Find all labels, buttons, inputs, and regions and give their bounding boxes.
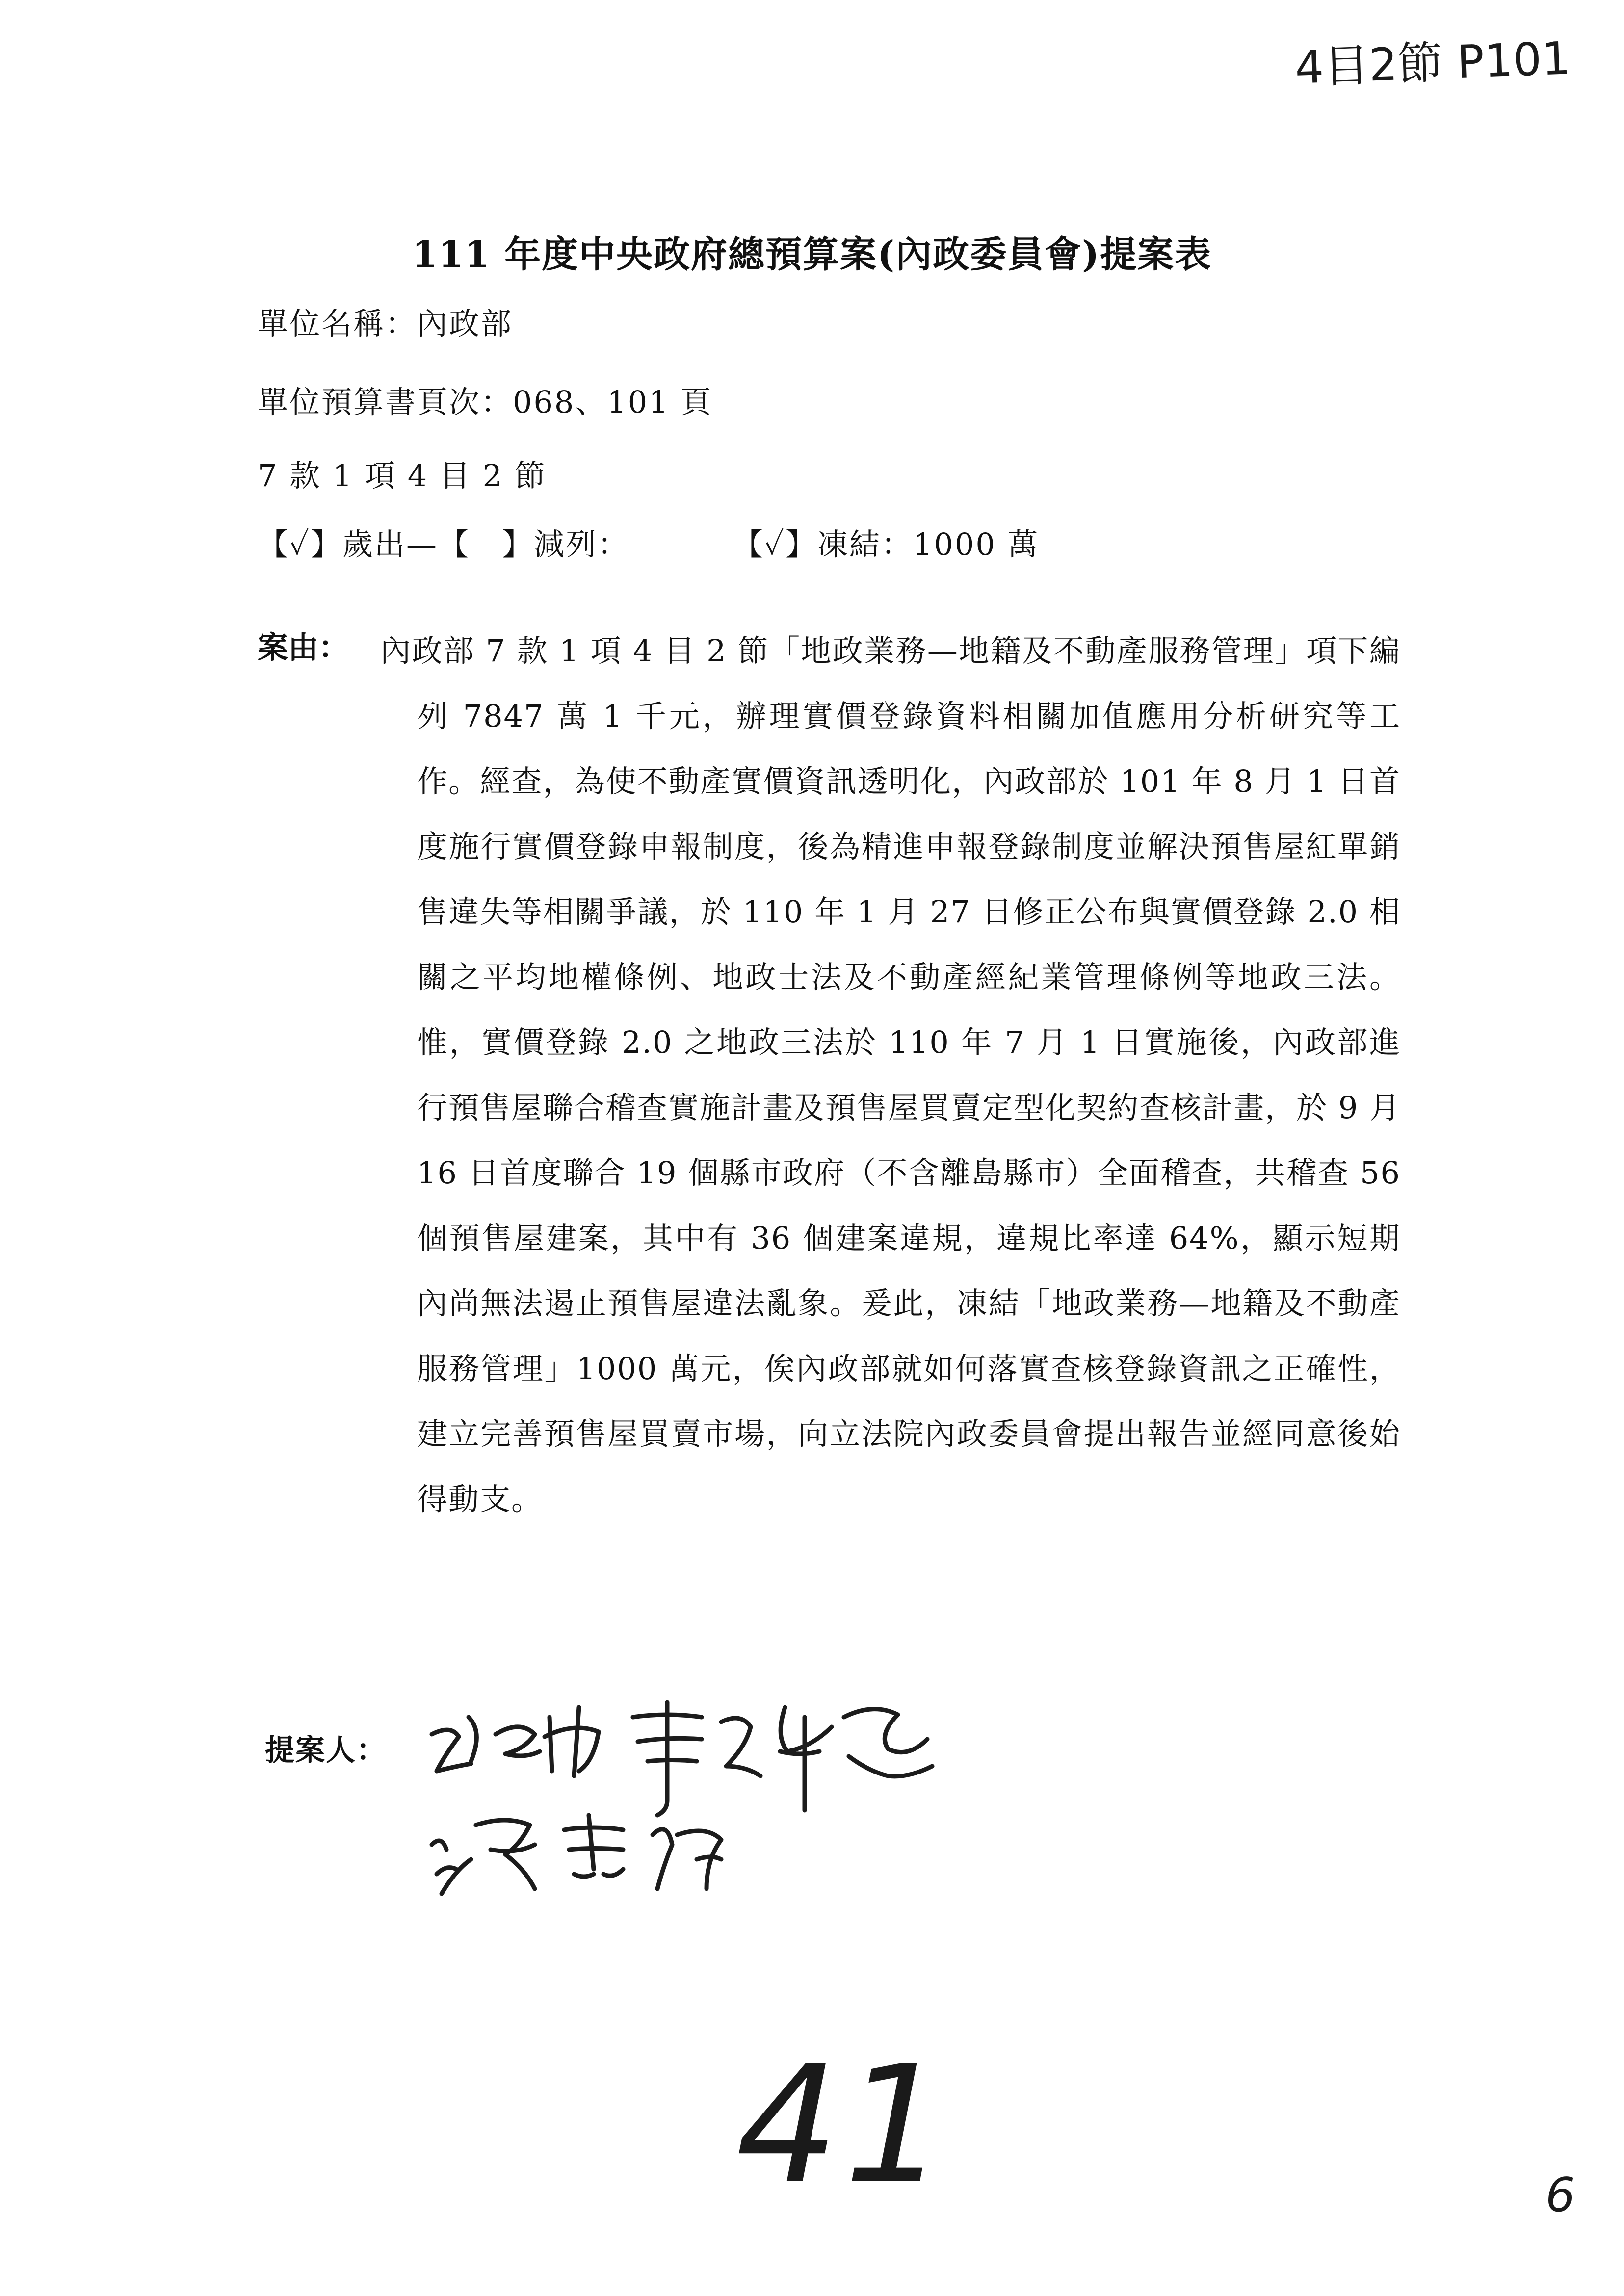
signature-2 xyxy=(633,1702,932,1815)
signature-3 xyxy=(432,1815,721,1894)
account-line: 7 款 1 項 4 目 2 節 xyxy=(258,458,547,494)
proposer-label: 提案人： xyxy=(265,1733,387,1768)
signature-1 xyxy=(432,1707,599,1776)
expenditure-reduction-option: 【✓】歲出—【 】減列： xyxy=(258,526,629,562)
handwritten-corner-note: 4目2節 P101 xyxy=(1294,32,1571,94)
budget-page-line: 單位預算書頁次：068、101 頁 xyxy=(258,384,713,420)
reason-body: 內政部 7 款 1 項 4 目 2 節「地政業務—地籍及不動產服務管理」項下編列 7847 萬 1 千元，辦理實價登錄資料相關加值應用分析研究等工作。經查，為使不動產實價資訊透明化，內政部於 101 年 8 月 1 日首度施行實價登錄申報制度，後為精進申報登錄制度並解決預售屋紅單銷售違失等相關爭議，於 110 年 1 月 27 日修正公布與實價登錄 2.0 相關之平均地權條例、地政士法及不動產經紀業管理條例等地政三法。惟，實價登錄 2.0 之地政三法於 110 年 7 月 1 日實施後，內政部進行預售屋聯合稽查實施計畫及預售屋買賣定型化契約查核計畫，於 9 月 16 日首度聯合 19 個縣市政府（不含離島縣市）全面稽查，共稽查 56 個預售屋建案，其中有 36 個建案違規，違規比率達 64%，顯示短期內尚無法遏止預售屋違法亂象。爰此，凍結「地政業務—地籍及不動產服務管理」1000 萬元，俟內政部就如何落實查核登錄資訊之正確性，建立完善預售屋買賣市場，向立法院內政委員會提出報告並經同意後始得動支。 xyxy=(380,633,1401,1517)
options-line xyxy=(258,520,1039,564)
handwritten-page-number: 41 xyxy=(736,2031,952,2219)
reason-label: 案由： xyxy=(258,629,349,665)
unit-name-line: 單位名稱：內政部 xyxy=(258,306,513,341)
page-corner-number: 6 xyxy=(1545,2168,1575,2222)
freeze-option: 【✓】凍結：1000 萬 xyxy=(733,526,1040,562)
proposer-signatures xyxy=(422,1688,1060,1904)
document-title: 111 年度中央政府總預算案(內政委員會)提案表 xyxy=(412,234,1212,276)
